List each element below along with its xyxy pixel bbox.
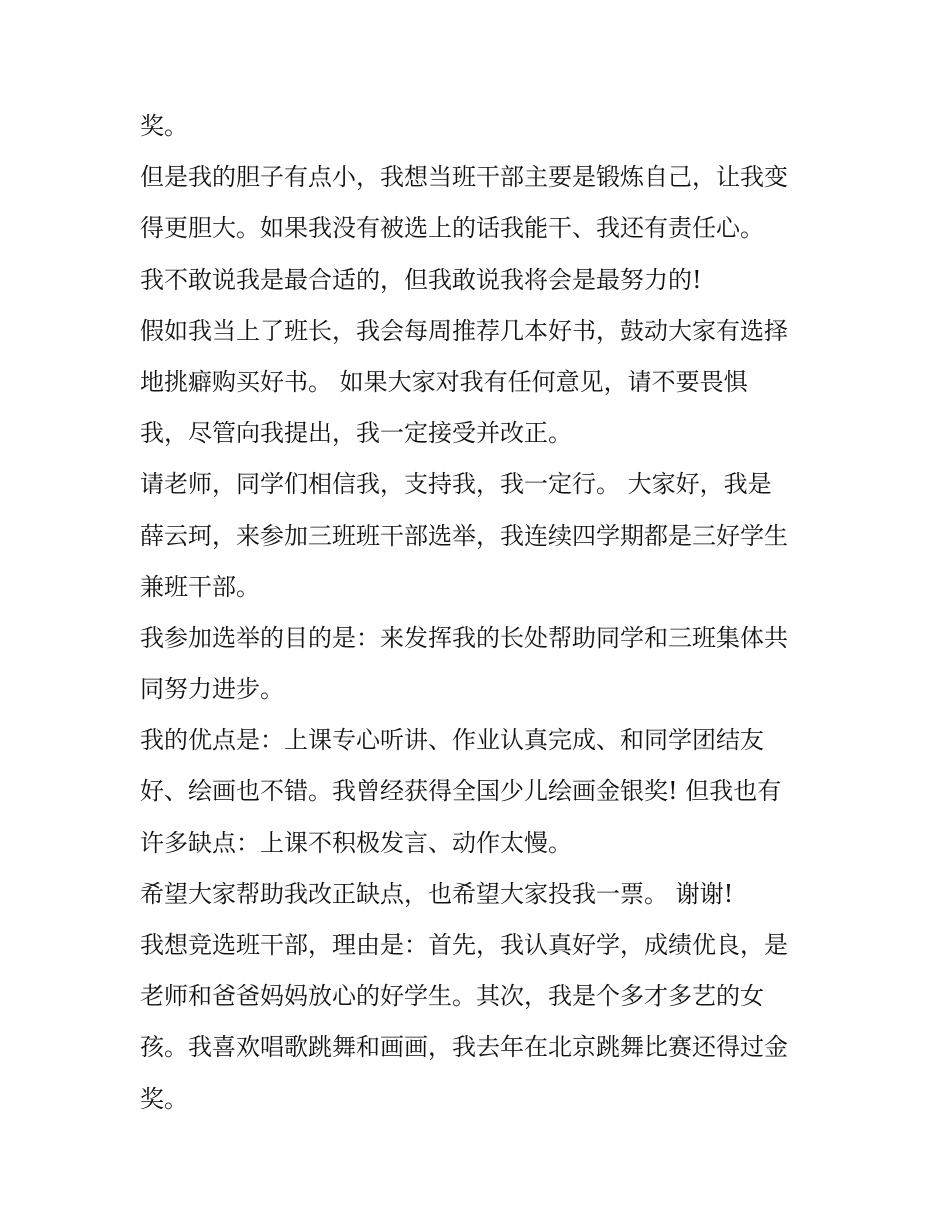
- text-line: 但是我的胆子有点小，我想当班干部主要是锻炼自己，让我变: [140, 163, 788, 192]
- text-line: 老师和爸爸妈妈放心的好学生。其次，我是个多才多艺的女: [140, 982, 764, 1011]
- text-line: 奖。: [140, 112, 188, 140]
- document-body: [140, 101, 830, 1125]
- text-line: 我想竞选班干部，理由是：首先，我认真好学，成绩优良，是: [140, 931, 788, 959]
- text-line: 好、绘画也不错。我曾经获得全国少儿绘画金银奖! 但我也有: [140, 777, 782, 806]
- text-line: 我的优点是：上课专心听讲、作业认真完成、和同学团结友: [140, 726, 764, 755]
- text-line: 兼班干部。: [140, 572, 260, 601]
- text-line: 薛云珂，来参加三班班干部选举，我连续四学期都是三好学生: [140, 521, 788, 550]
- text-line: 得更胆大。如果我没有被选上的话我能干、我还有责任心。: [140, 214, 764, 243]
- text-line: 我参加选举的目的是：来发挥我的长处帮助同学和三班集体共: [140, 623, 788, 652]
- text-line: 请老师，同学们相信我，支持我，我一定行。 大家好，我是: [140, 470, 772, 499]
- text-line: 孩。我喜欢唱歌跳舞和画画，我去年在北京跳舞比赛还得过金: [140, 1033, 788, 1062]
- text-line: 许多缺点：上课不积极发言、动作太慢。: [140, 828, 572, 857]
- text-line: 奖。: [140, 1084, 188, 1113]
- text-line: 希望大家帮助我改正缺点，也希望大家投我一票。 谢谢!: [140, 879, 734, 908]
- text-line: 假如我当上了班长，我会每周推荐几本好书，鼓动大家有选择: [140, 316, 788, 345]
- text-line: 地挑癖购买好书。 如果大家对我有任何意见，请不要畏惧: [140, 367, 748, 396]
- text-line: 同努力进步。: [140, 675, 284, 704]
- text-line: 我，尽管向我提出，我一定接受并改正。: [140, 419, 572, 448]
- text-line: 我不敢说我是最合适的，但我敢说我将会是最努力的!: [140, 265, 702, 294]
